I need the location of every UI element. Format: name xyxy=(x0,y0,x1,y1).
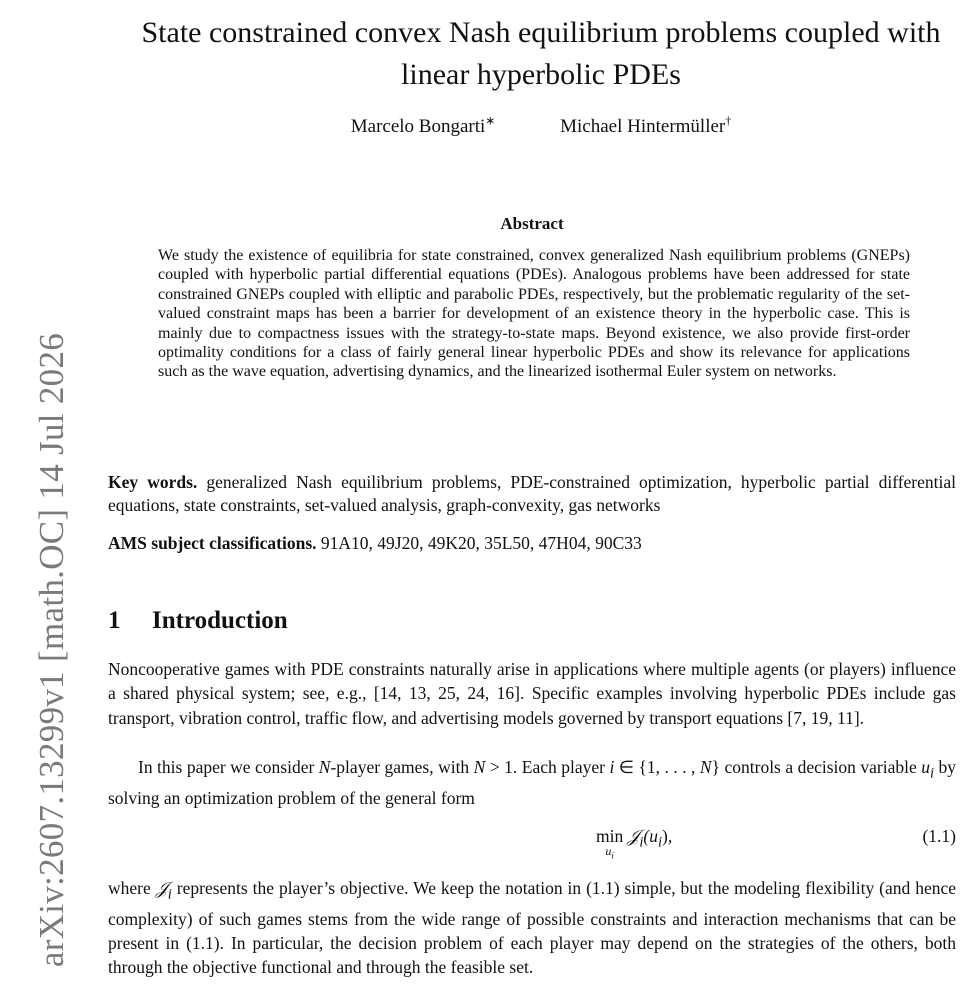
objective-symbol: 𝒥 xyxy=(627,826,640,846)
p2-var-u: u xyxy=(921,757,930,777)
author-1 xyxy=(350,113,496,138)
ams-label: AMS subject classifications. xyxy=(108,533,317,553)
equation-close: ), xyxy=(662,826,673,846)
author-2-footnote-mark: † xyxy=(725,113,732,128)
section-number: 1 xyxy=(108,607,121,634)
equation-expression xyxy=(627,826,672,852)
keywords-text: generalized Nash equilibrium problems, PDE-constrained optimization, hyperbolic partial differential equations, state constraints, set-valued analysis, graph-convexity, gas networks xyxy=(108,472,957,515)
equation-min-operator xyxy=(596,826,623,861)
p3-objective-subscript: i xyxy=(167,886,172,903)
section-title: Introduction xyxy=(152,607,288,634)
p2-text-3: > 1. Each player xyxy=(485,757,610,777)
section-heading xyxy=(108,607,288,635)
p2-var-n: N xyxy=(473,757,486,777)
abstract-text: We study the existence of equilibria for state constrained, convex generalized Nash equilibrium problems (GNEPs) coupled with hyperbolic partial differential equations (PDEs). Analogous problems have been addressed for state constrained GNEPs coupled with elliptic and parabolic PDEs, respectively, but the problematic regularity of the set-valued constraint maps has been a barrier for development of an existence theory in the hyperbolic case. This is mainly due to compactness issues with the strategy-to-state maps. Beyond existence, we also provide first-order optimality conditions for a class of fairly general linear hyperbolic PDEs and show its relevance for applications such as the wave equation, advertising dynamics, and the linearized isothermal Euler system on networks. xyxy=(158,247,910,381)
equation-1-1 xyxy=(108,826,956,866)
p2-var-i: i xyxy=(609,757,615,777)
p2-text-4: ∈ {1, . . . , xyxy=(614,757,700,777)
author-1-name: Marcelo Bongarti xyxy=(350,116,486,137)
ams-classifications xyxy=(108,532,956,555)
author-1-footnote-mark: ∗ xyxy=(485,113,496,128)
arxiv-identifier-stamp: arXiv:2607.13299v1 [math.OC] 14 Jul 2026 xyxy=(32,332,71,968)
objective-argument: (u xyxy=(643,826,658,846)
title-line-1: State constrained convex Nash equilibrium problems coupled with xyxy=(141,16,941,49)
keywords-label: Key words. xyxy=(108,472,198,492)
intro-paragraph-3 xyxy=(108,876,956,980)
p3-text-2: represents the player’s objective. We keep the notation in (1.1) simple, but the modeling flexibility (and hence complexity) of such games stems from the wide range of possible constraints and interaction mechanisms that can be present in (1.1). In particular, the decision problem of each player may depend on the strategies of the others, both through the objective functional and through the feasible set. xyxy=(108,878,956,978)
min-subscript-u: u xyxy=(605,844,612,858)
p3-text-1: where xyxy=(108,878,156,898)
title-line-2: linear hyperbolic PDEs xyxy=(401,58,681,91)
p3-objective-symbol: 𝒥 xyxy=(155,878,168,898)
paper-title xyxy=(108,12,971,96)
abstract-heading: Abstract xyxy=(500,214,564,233)
min-subscript xyxy=(596,845,623,861)
p2-text-2: -player games, with xyxy=(330,757,474,777)
keywords xyxy=(108,471,956,517)
p2-text-1: In this paper we consider xyxy=(138,757,319,777)
intro-paragraph-2 xyxy=(108,755,956,810)
ams-codes: 91A10, 49J20, 49K20, 35L50, 47H04, 90C33 xyxy=(320,533,642,553)
objective-subscript: i xyxy=(639,834,644,851)
p2-var-n: N xyxy=(699,757,712,777)
p2-var-u-subscript: i xyxy=(929,765,935,782)
min-label: min xyxy=(596,826,624,846)
intro-paragraph-1: Noncooperative games with PDE constraints naturally arise in applications where multiple agents (or players) influence a shared physical system; see, e.g., [14, 13, 25, 24, 16]. Specific examples involving hyperbolic PDEs include gas transport, vibration control, traffic flow, and advertising models governed by transport equations [7, 19, 11]. xyxy=(108,659,956,728)
author-2 xyxy=(560,113,732,138)
p2-text-5: } controls a decision variable xyxy=(711,757,922,777)
author-list xyxy=(108,113,971,138)
author-2-name: Michael Hintermüller xyxy=(560,116,726,137)
equation-body xyxy=(596,826,672,861)
argument-subscript: i xyxy=(657,834,663,851)
p2-text-6: by solving an optimization problem of the general form xyxy=(108,757,957,808)
p2-var-n: N xyxy=(318,757,331,777)
min-subscript-i: i xyxy=(611,850,614,861)
equation-number: (1.1) xyxy=(922,826,956,846)
